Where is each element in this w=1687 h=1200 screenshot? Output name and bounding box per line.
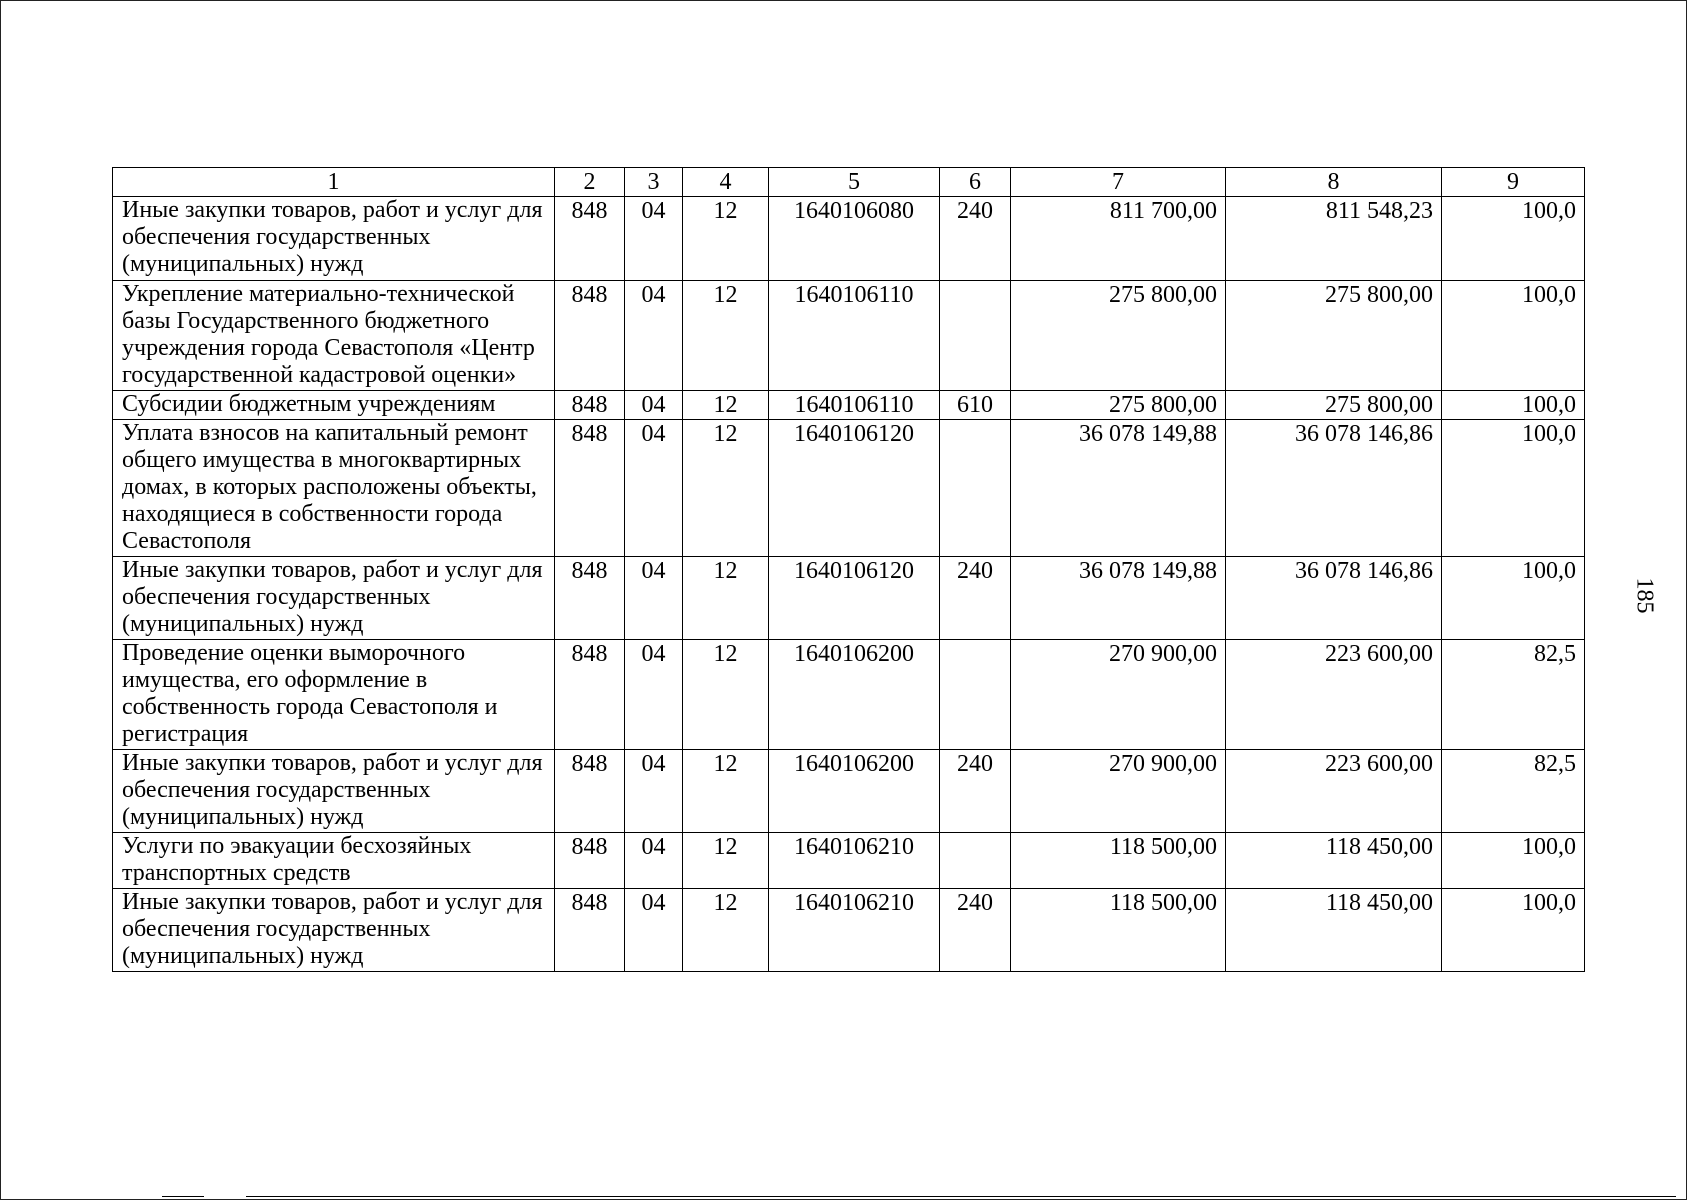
table-header bbox=[113, 168, 1585, 197]
row-value-9: 100,0 bbox=[1442, 197, 1585, 281]
row-code-5: 1640106210 bbox=[769, 833, 940, 889]
row-value-9: 82,5 bbox=[1442, 640, 1585, 750]
row-name-cell: Иные закупки товаров, работ и услуг для обеспечения государственных (муниципальных) нужд bbox=[113, 557, 555, 640]
header-cell-9: 9 bbox=[1442, 168, 1585, 197]
header-cell-5: 5 bbox=[769, 168, 940, 197]
row-value-8: 118 450,00 bbox=[1226, 833, 1442, 889]
row-value-8: 811 548,23 bbox=[1226, 197, 1442, 281]
row-name-cell: Иные закупки товаров, работ и услуг для обеспечения государственных (муниципальных) нужд bbox=[113, 889, 555, 972]
row-code-6: 240 bbox=[940, 557, 1011, 640]
header-cell-4: 4 bbox=[683, 168, 769, 197]
row-value-7: 270 900,00 bbox=[1011, 750, 1226, 833]
row-value-7: 118 500,00 bbox=[1011, 889, 1226, 972]
table-row bbox=[113, 281, 1585, 391]
row-value-7: 36 078 149,88 bbox=[1011, 557, 1226, 640]
row-value-7: 275 800,00 bbox=[1011, 391, 1226, 420]
row-code-3: 04 bbox=[625, 750, 683, 833]
row-code-2: 848 bbox=[555, 833, 625, 889]
row-value-9: 100,0 bbox=[1442, 281, 1585, 391]
row-code-5: 1640106210 bbox=[769, 889, 940, 972]
row-code-4: 12 bbox=[683, 391, 769, 420]
row-code-2: 848 bbox=[555, 750, 625, 833]
row-value-8: 275 800,00 bbox=[1226, 281, 1442, 391]
table-row bbox=[113, 391, 1585, 420]
header-row bbox=[113, 168, 1585, 197]
row-code-5: 1640106120 bbox=[769, 557, 940, 640]
row-code-6 bbox=[940, 833, 1011, 889]
row-value-7: 275 800,00 bbox=[1011, 281, 1226, 391]
row-code-2: 848 bbox=[555, 420, 625, 557]
footer-rule-right bbox=[246, 1196, 1676, 1197]
table-row bbox=[113, 750, 1585, 833]
row-value-9: 100,0 bbox=[1442, 391, 1585, 420]
row-value-7: 118 500,00 bbox=[1011, 833, 1226, 889]
table-row bbox=[113, 420, 1585, 557]
row-value-8: 223 600,00 bbox=[1226, 640, 1442, 750]
row-name-cell: Уплата взносов на капитальный ремонт общего имущества в многоквартирных домах, в которых расположены объекты, находящиеся в собственности города Севастополя bbox=[113, 420, 555, 557]
table-row bbox=[113, 889, 1585, 972]
row-value-7: 36 078 149,88 bbox=[1011, 420, 1226, 557]
table-row bbox=[113, 197, 1585, 281]
row-code-5: 1640106110 bbox=[769, 281, 940, 391]
row-code-3: 04 bbox=[625, 557, 683, 640]
row-code-3: 04 bbox=[625, 281, 683, 391]
row-value-9: 100,0 bbox=[1442, 889, 1585, 972]
header-cell-1: 1 bbox=[113, 168, 555, 197]
row-value-8: 275 800,00 bbox=[1226, 391, 1442, 420]
table-body bbox=[113, 197, 1585, 972]
table-row bbox=[113, 640, 1585, 750]
row-code-5: 1640106080 bbox=[769, 197, 940, 281]
header-cell-6: 6 bbox=[940, 168, 1011, 197]
row-code-6 bbox=[940, 281, 1011, 391]
row-code-4: 12 bbox=[683, 750, 769, 833]
row-code-3: 04 bbox=[625, 420, 683, 557]
row-name-cell: Проведение оценки выморочного имущества, его оформление в собственность города Севастополя и регистрация bbox=[113, 640, 555, 750]
row-code-6: 240 bbox=[940, 197, 1011, 281]
row-code-5: 1640106200 bbox=[769, 640, 940, 750]
table-row bbox=[113, 833, 1585, 889]
row-code-4: 12 bbox=[683, 833, 769, 889]
page-number: 185 bbox=[1631, 577, 1658, 614]
budget-table bbox=[112, 167, 1585, 972]
header-cell-7: 7 bbox=[1011, 168, 1226, 197]
row-code-3: 04 bbox=[625, 640, 683, 750]
row-code-2: 848 bbox=[555, 391, 625, 420]
header-cell-2: 2 bbox=[555, 168, 625, 197]
header-cell-3: 3 bbox=[625, 168, 683, 197]
row-value-9: 100,0 bbox=[1442, 833, 1585, 889]
row-code-6: 610 bbox=[940, 391, 1011, 420]
row-code-4: 12 bbox=[683, 281, 769, 391]
row-code-6: 240 bbox=[940, 750, 1011, 833]
row-code-6: 240 bbox=[940, 889, 1011, 972]
row-value-7: 811 700,00 bbox=[1011, 197, 1226, 281]
row-value-9: 82,5 bbox=[1442, 750, 1585, 833]
row-code-3: 04 bbox=[625, 889, 683, 972]
row-code-4: 12 bbox=[683, 197, 769, 281]
row-code-2: 848 bbox=[555, 889, 625, 972]
row-code-3: 04 bbox=[625, 833, 683, 889]
row-code-2: 848 bbox=[555, 281, 625, 391]
row-code-4: 12 bbox=[683, 420, 769, 557]
row-value-8: 36 078 146,86 bbox=[1226, 557, 1442, 640]
row-name-cell: Субсидии бюджетным учреждениям bbox=[113, 391, 555, 420]
row-value-9: 100,0 bbox=[1442, 420, 1585, 557]
row-code-2: 848 bbox=[555, 197, 625, 281]
row-code-3: 04 bbox=[625, 197, 683, 281]
row-code-3: 04 bbox=[625, 391, 683, 420]
row-code-2: 848 bbox=[555, 640, 625, 750]
table-row bbox=[113, 557, 1585, 640]
row-code-5: 1640106110 bbox=[769, 391, 940, 420]
row-code-4: 12 bbox=[683, 889, 769, 972]
row-code-5: 1640106200 bbox=[769, 750, 940, 833]
row-name-cell: Иные закупки товаров, работ и услуг для обеспечения государственных (муниципальных) нужд bbox=[113, 750, 555, 833]
row-code-4: 12 bbox=[683, 640, 769, 750]
row-value-8: 118 450,00 bbox=[1226, 889, 1442, 972]
row-name-cell: Укрепление материально-технической базы Государственного бюджетного учреждения города Севастополя «Центр государственной кадастровой оценки» bbox=[113, 281, 555, 391]
row-code-4: 12 bbox=[683, 557, 769, 640]
row-code-6 bbox=[940, 640, 1011, 750]
header-cell-8: 8 bbox=[1226, 168, 1442, 197]
row-code-2: 848 bbox=[555, 557, 625, 640]
row-code-5: 1640106120 bbox=[769, 420, 940, 557]
footer-rule-left bbox=[162, 1196, 204, 1197]
row-value-8: 223 600,00 bbox=[1226, 750, 1442, 833]
row-value-7: 270 900,00 bbox=[1011, 640, 1226, 750]
row-value-8: 36 078 146,86 bbox=[1226, 420, 1442, 557]
row-name-cell: Иные закупки товаров, работ и услуг для обеспечения государственных (муниципальных) нужд bbox=[113, 197, 555, 281]
row-code-6 bbox=[940, 420, 1011, 557]
row-name-cell: Услуги по эвакуации бесхозяйных транспортных средств bbox=[113, 833, 555, 889]
row-value-9: 100,0 bbox=[1442, 557, 1585, 640]
